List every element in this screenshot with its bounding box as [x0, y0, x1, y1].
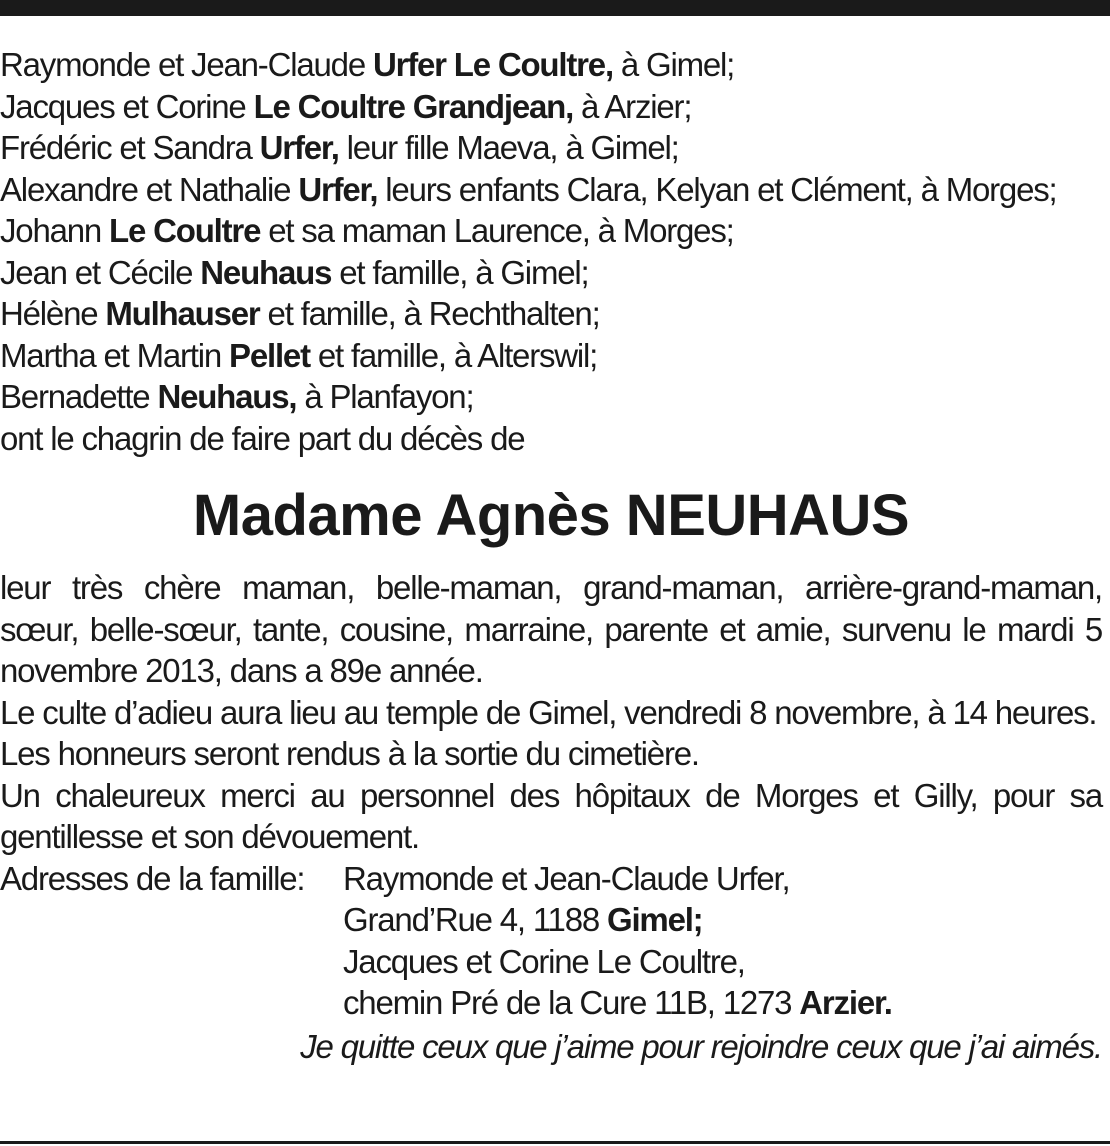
- deceased-name: Madame Agnès NEUHAUS: [192, 483, 910, 548]
- thanks-paragraph: Un chaleureux merci au personnel des hôpitaux de Morges et Gilly, pour sa gentillesse et son dévouement.: [0, 776, 1102, 855]
- obituary-notice: [0, 44, 1102, 1067]
- family-line: Hélène Mulhauser et famille, à Rechthalten;: [0, 295, 600, 332]
- addresses-label: Adresses de la famille:: [0, 859, 305, 897]
- address-line: Raymonde et Jean-Claude Urfer,: [343, 859, 790, 897]
- family-line: Frédéric et Sandra Urfer, leur fille Maeva, à Gimel;: [0, 129, 679, 166]
- family-line: Johann Le Coultre et sa maman Laurence, à Morges;: [0, 212, 734, 249]
- family-addresses: [0, 858, 1102, 1024]
- address-lines: [343, 858, 892, 1024]
- ceremony-paragraph: Le culte d’adieu aura lieu au temple de Gimel, vendredi 8 novembre, à 14 heures.: [0, 693, 1097, 731]
- intro-closing: ont le chagrin de faire part du décès de: [0, 419, 525, 457]
- family-line: Bernadette Neuhaus, à Planfayon;: [0, 378, 474, 415]
- address-line: Jacques et Corine Le Coultre,: [343, 942, 745, 980]
- honours-paragraph: Les honneurs seront rendus à la sortie du cimetière.: [0, 735, 699, 772]
- announcement-paragraph: leur très chère maman, belle-maman, grand-maman, arrière-grand-maman, sœur, belle-sœur, tante, cousine, marraine, parente et amie, survenu le mardi 5 novembre 2013, dans a 89e année.: [0, 569, 1102, 689]
- family-line: Raymonde et Jean-Claude Urfer Le Coultre, à Gimel;: [0, 46, 735, 83]
- address-line: Grand’Rue 4, 1188 Gimel;: [343, 901, 703, 938]
- top-rule: [0, 0, 1110, 16]
- family-list: [0, 44, 1102, 459]
- family-line: Alexandre et Nathalie Urfer, leurs enfants Clara, Kelyan et Clément, à Morges;: [0, 170, 1057, 208]
- bottom-rule: [0, 1141, 1110, 1144]
- address-line: chemin Pré de la Cure 11B, 1273 Arzier.: [343, 984, 892, 1021]
- family-line: Jacques et Corine Le Coultre Grandjean, à Arzier;: [0, 87, 692, 125]
- family-line: Jean et Cécile Neuhaus et famille, à Gimel;: [0, 253, 589, 291]
- family-line: Martha et Martin Pellet et famille, à Alterswil;: [0, 336, 598, 374]
- closing-quote: Je quitte ceux que j’aime pour rejoindre ceux que j’ai aimés.: [300, 1027, 1102, 1065]
